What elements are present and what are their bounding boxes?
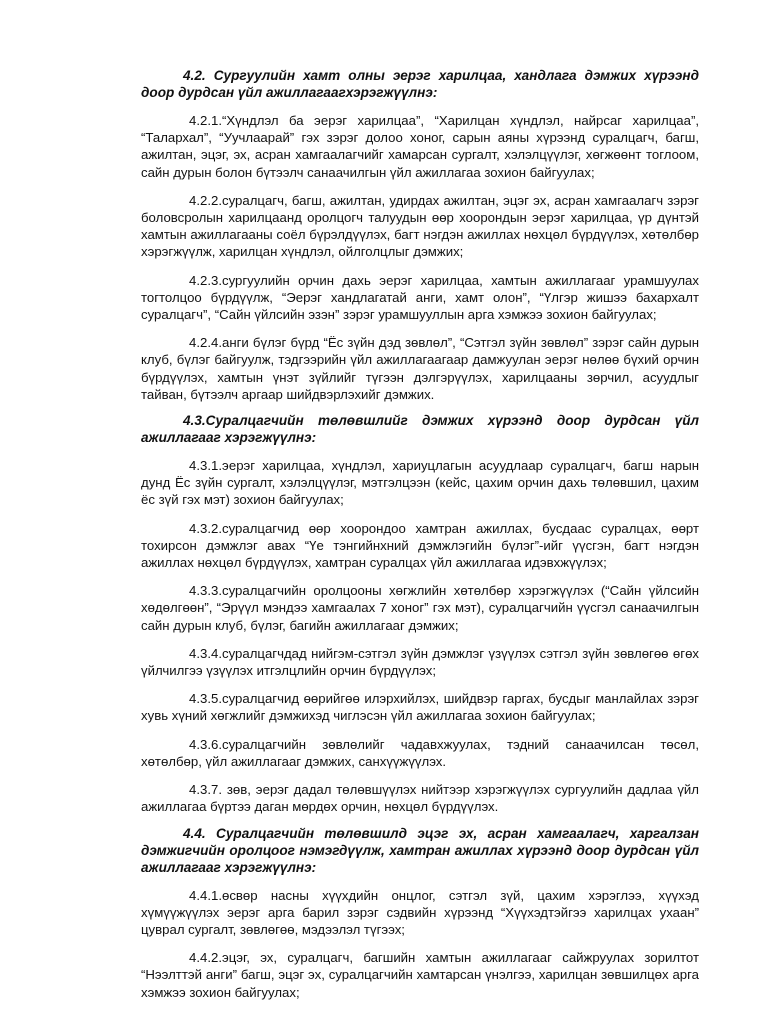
paragraph: 4.3.4.суралцагчдад нийгэм-сэтгэл зүйн дэмжлэг үзүүлэх сэтгэл зүйн зөвлөгөө өгөх үйлчилгээ үзүүлэх итгэлцлийн орчин бүрдүүлэх;: [141, 645, 699, 679]
section-heading: 4.4. Суралцагчийн төлөвшилд эцэг эх, асран хамгаалагч, харгалзан дэмжигчийн оролцоог нэмэгдүүлж, хамтран ажиллах хүрээнд доор дурдсан үйл ажиллагааг хэрэгжүүлнэ:: [141, 825, 699, 875]
paragraph: 4.2.2.суралцагч, багш, ажилтан, удирдах ажилтан, эцэг эх, асран хамгаалагч зэрэг боловсролын харилцаанд оролцогч талуудын өөр хоорондын эерэг харилцаа, үр дүнтэй хамтын ажиллагааны соёл бүрэлдүүлэх, багт нэгдэн ажиллах нөхцөл бүрдүүлэх, хөтөлбөр хэрэгжүүлж, харилцан хүндлэл, ойлголцлыг дэмжих;: [141, 192, 699, 260]
paragraph: 4.4.2.эцэг, эх, суралцагч, багшийн хамтын ажиллагааг сайжруулах зорилтот “Нээлттэй анги” багш, эцэг эх, суралцагчийн хамтарсан үнэлгээ, харилцан зөвшилцөх арга хэмжээ зохион байгуулах;: [141, 950, 699, 1000]
paragraph: 4.2.1.“Хүндлэл ба эерэг харилцаа”, “Харилцан хүндлэл, найрсаг харилцаа”, “Талархал”, “Уучлаарай” гэх зэрэг долоо хоног, сарын аяны хүрээнд суралцагч, багш, ажилтан, эцэг, эх, асран хамгаалагчийг хамарсан сургалт, хэлэлцүүлэг, хөгжөөнт тоглоом, сайн дурын болон бүтээлч санаачилгын үйл ажиллагаа зохион байгуулах;: [141, 113, 699, 180]
paragraph: 4.3.5.суралцагчид өөрийгөө илэрхийлэх, шийдвэр гаргах, бусдыг манлайлах зэрэг хувь хүний хөгжлийг дэмжихэд чиглэсэн үйл ажиллагаа зохион байгуулах;: [141, 691, 699, 724]
section-heading: 4.2. Сургуулийн хамт олны эерэг харилцаа, хандлага дэмжих хүрээнд доор дурдсан үйл ажиллагаагхэрэгжүүлнэ:: [141, 68, 699, 100]
paragraph: 4.3.3.суралцагчийн оролцооны хөгжлийн хөтөлбөр хэрэгжүүлэх (“Сайн үйлсийн хөдөлгөөн”, “Эрүүл мэндээ хамгаалах 7 хоног” гэх мэт), суралцагчийн үүсгэл санаачилгын сайн дурын клуб, бүлэг, багийн ажиллагааг дэмжих;: [141, 583, 699, 633]
paragraph: 4.2.4.анги бүлэг бүрд “Ёс зүйн дэд зөвлөл”, “Сэтгэл зүйн зөвлөл” зэрэг сайн дурын клуб, бүлэг байгуулж, тэдгээрийн үйл ажиллагаагаар дамжуулан эерэг нөлөө бүхий орчин бүрдүүлэх, хамтын үнэт зүйлийг түгээн дэлгэрүүлэх, харилцааны зөрчил, асуудлыг тайван, бүтээлч аргаар шийдвэрлэхийг дэмжих.: [141, 335, 699, 402]
paragraph: 4.4.1.өсвөр насны хүүхдийн онцлог, сэтгэл зүй, цахим хэрэглээ, хүүхэд хүмүүжүүлэх эерэг арга барил зэрэг сэдвийн хүрээнд “Хүүхэдтэйгээ харилцах ухаан” цуврал сургалт, зөвлөгөө, мэдээлэл түгээх;: [141, 887, 699, 937]
document-body: [141, 67, 699, 1012]
paragraph: 4.2.3.сургуулийн орчин дахь эерэг харилцаа, хамтын ажиллагааг урамшуулах тогтолцоо бүрдүүлж, “Эерэг хандлагатай анги, хамт олон”, “Үлгэр жишээ бахархалт суралцагч”, “Сайн үйлсийн эзэн” зэрэг урамшууллын арга хэмжээ зохион байгуулах;: [141, 272, 699, 323]
paragraph: 4.3.1.эерэг харилцаа, хүндлэл, хариуцлагын асуудлаар суралцагч, багш нарын дунд Ёс зүйн сургалт, хэлэлцүүлэг, мэтгэлцээн (кейс, цахим орчин дахь төлөвшил, цахим ёс зүй гэх мэт) зохион байгуулах;: [141, 458, 699, 508]
paragraph: 4.3.6.суралцагчийн зөвлөлийг чадавхжуулах, тэдний санаачилсан төсөл, хөтөлбөр, үйл ажиллагааг дэмжих, санхүүжүүлэх.: [141, 736, 699, 769]
paragraph: 4.3.7. зөв, эерэг дадал төлөвшүүлэх нийтээр хэрэгжүүлэх сургуулийн дадлаа үйл ажиллагаа бүртээ даган мөрдөх орчин, нөхцөл бүрдүүлэх.: [141, 782, 699, 815]
paragraph: 4.3.2.суралцагчид өөр хоорондоо хамтран ажиллах, бусдаас суралцах, өөрт тохирсон дэмжлэг авах “Үе тэнгийнхний дэмжлэгийн бүлэг”-ийг үүсгэн, багт нэгдэн ажиллах нөхцөл бүрдүүлэх, хамтран суралцах үйл ажиллагаа идэвхжүүлэх;: [141, 520, 699, 571]
section-heading: 4.3.Суралцагчийн төлөвшлийг дэмжих хүрээнд доор дурдсан үйл ажиллагааг хэрэгжүүлнэ:: [141, 413, 699, 446]
